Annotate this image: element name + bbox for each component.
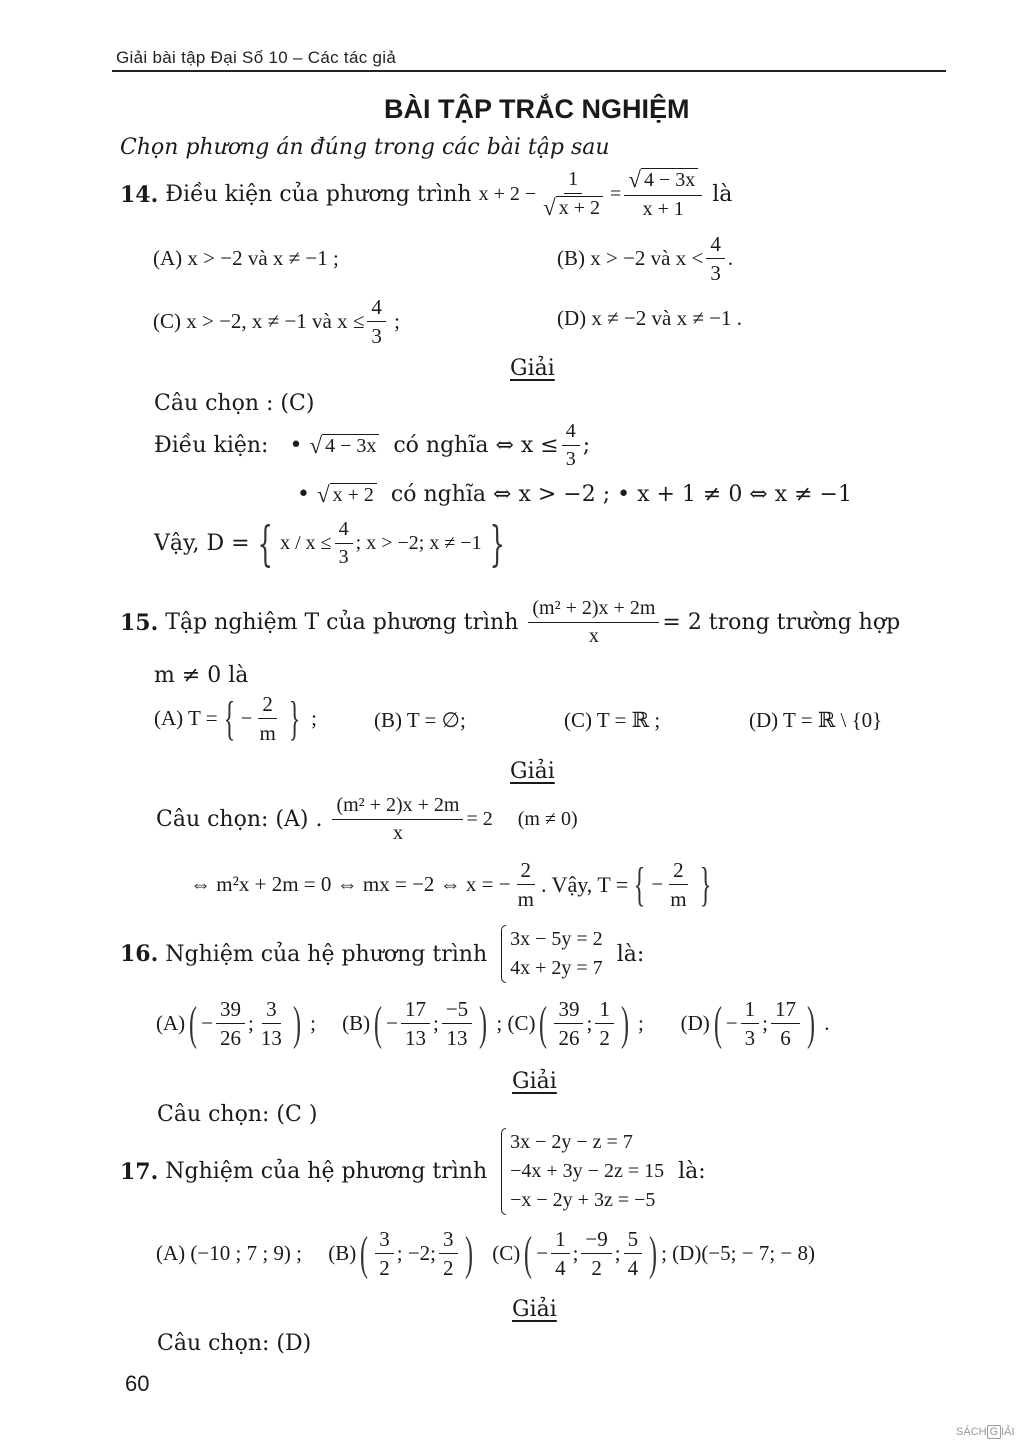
q15-ans-den: x (392, 822, 403, 844)
q16-opt-a-sign: − (201, 1011, 213, 1036)
q17-opt-b-d1: 2 (379, 1256, 390, 1281)
q15-option-c: (C) T = ℝ ; (564, 708, 661, 732)
q14-cond1-num: 4 (562, 420, 580, 446)
q16-options: (A) ( − $\frac{39}{26}$ ; $\frac{3}{13}$ ) ; (B) ( − $\frac{17}{13}$ ; $\frac{-5}{13}$ ) ; (C) ( $\frac{39}{26}$ ; $\frac{1}{2}$ ) ; (D) ( − $\frac{1}{3}$ ; $\frac{17}{6}$ ) . (156, 996, 830, 1051)
q14-cond1-text: có nghĩa ⇔ x ≤ (393, 433, 559, 458)
q17-opt-b-n1: 3 (375, 1227, 394, 1254)
q17-sys-line-3: −x − 2y + 3z = −5 (510, 1189, 656, 1211)
q15-answer (156, 794, 578, 845)
q16-opt-d-d1: 3 (744, 1026, 756, 1051)
header-rule (112, 70, 946, 72)
q14-option-b (557, 232, 733, 285)
q17-stem (120, 1128, 706, 1215)
q14-frac2-num: 4 − 3x (641, 168, 698, 192)
q14-eq-left: x + 2 − (478, 183, 537, 205)
q14-frac2-den: x + 1 (642, 198, 684, 220)
q14-cond-label: Điều kiện: (154, 433, 269, 458)
q16-sys-line-1: 3x − 5y = 2 (510, 928, 603, 950)
q17-opt-c-n3: 5 (624, 1227, 643, 1254)
q15-frac-num: (m² + 2)x + 2m (528, 597, 659, 623)
running-header: Giải bài tập Đại Số 10 – Các tác giả (116, 48, 397, 67)
q15-step-pre: ⇔ m²x + 2m = 0 ⇔ mx = −2 ⇔ x = − (190, 872, 511, 897)
q16-number: 16. (120, 941, 159, 967)
q17-stem-text: Nghiệm của hệ phương trình (165, 1159, 488, 1184)
q15-opt-a-post: ; (311, 706, 317, 731)
q17-opt-c-d1: 4 (555, 1256, 566, 1281)
q14-concl-num: 4 (335, 518, 353, 544)
q15-ans-post: = 2 (m ≠ 0) (466, 808, 578, 830)
q14-cond2-sqrt: x + 2 (330, 483, 377, 507)
watermark-logo (956, 1426, 1015, 1438)
q14-option-d: (D) x ≠ −2 và x ≠ −1 . (557, 306, 742, 330)
q16-opt-b-label: (B) (342, 1011, 371, 1036)
q14-cond1-bullet: • (289, 433, 303, 458)
q16-opt-d-sign: − (725, 1011, 738, 1036)
section-title: BÀI TẬP TRẮC NGHIỆM (384, 94, 690, 124)
q14-opt-c-num: 4 (367, 295, 386, 322)
q15-stem-text: Tập nghiệm T của phương trình (165, 610, 519, 635)
q15-answer-pre: Câu chọn: (A) . (156, 807, 323, 832)
q14-conclusion: Vậy, D = { x / x ≤ $\frac{4}{3}$ ; x > −2; x ≠ −1 } (154, 515, 505, 572)
q17-opt-c-sign: − (536, 1241, 549, 1266)
section-intro: Chọn phương án đúng trong các bài tập sau (120, 135, 610, 160)
q15-step-num2: 2 (669, 858, 688, 885)
q15-tail: = 2 trong trường hợp (662, 610, 901, 635)
q14-number: 14. (120, 181, 159, 208)
q17-sys-line-1: 3x − 2y − z = 7 (510, 1131, 633, 1153)
q17-options: (A) (−10 ; 7 ; 9) ; (B) ( $\frac{3}{2}$ ; −2; $\frac{3}{2}$ ) (C) ( − $\frac{1}{4}$ ; $\frac{-9}{2}$ ; $\frac{5}{4}$ ) ; (D)(−5; − 7; − 8) (156, 1226, 815, 1281)
q15-step-num: 2 (517, 858, 536, 885)
q14-cond2-bullet: • (297, 482, 310, 507)
q16-opt-d-n1: 1 (741, 997, 760, 1024)
q17-number: 17. (120, 1158, 159, 1185)
page-number: 60 (125, 1371, 150, 1396)
q14-stem (120, 168, 732, 221)
q15-stem (120, 597, 900, 648)
q14-cond1-post: ; (582, 433, 591, 458)
q14-tail: là (712, 182, 733, 207)
q15-opt-a-pre: (A) T = (154, 706, 218, 731)
q14-concl-right: ; x > −2; x ≠ −1 (355, 532, 482, 554)
q16-opt-b-sign: − (386, 1011, 398, 1036)
q15-frac-den: x (588, 625, 599, 647)
q17-opt-c-n2: −9 (581, 1227, 611, 1254)
q16-opt-c-n2: 1 (595, 997, 614, 1024)
q16-solution-heading: Giải (512, 1069, 557, 1094)
q15-step-inner: − (651, 872, 664, 897)
q15-ans-num: (m² + 2)x + 2m (332, 794, 463, 820)
q16-stem (120, 925, 644, 983)
q14-option-c (153, 295, 400, 348)
q17-opt-c-d3: 4 (627, 1256, 639, 1281)
q15-line2: m ≠ 0 là (154, 663, 249, 688)
q14-condition-2: • √ x + 2 có nghĩa ⇔ x > −2 ; • x + 1 ≠ 0 ⇔ x ≠ −1 (297, 481, 852, 507)
q17-solution-heading: Giải (512, 1297, 557, 1322)
q14-opt-c-den: 3 (371, 324, 382, 349)
q14-equals: = (610, 183, 622, 205)
q15-step-den2: m (670, 887, 687, 912)
q14-answer: Câu chọn : (C) (154, 391, 315, 416)
q15-opt-a-den: m (259, 721, 276, 746)
q14-concl-pre: Vậy, D = (154, 531, 250, 556)
q14-frac1-num: 1 (564, 168, 582, 194)
q14-cond1-den: 3 (565, 448, 576, 470)
q14-opt-b-num: 4 (706, 232, 725, 259)
q16-opt-d-n2: 17 (771, 997, 800, 1024)
q16-opt-b-d1: 13 (404, 1026, 426, 1051)
q17-tail: là: (678, 1159, 706, 1184)
q14-cond1-sqrt: 4 − 3x (322, 434, 379, 458)
q15-opt-a-inner: − (240, 706, 253, 731)
q14-cond2-text: có nghĩa ⇔ x > −2 ; • x + 1 ≠ 0 ⇔ x ≠ −1 (390, 482, 852, 507)
q15-number: 15. (120, 609, 159, 636)
q16-answer: Câu chọn: (C ) (157, 1102, 318, 1127)
q17-opt-b-d2: 2 (443, 1256, 454, 1281)
q14-option-a: (A) x > −2 và x ≠ −1 ; (153, 246, 339, 270)
q16-tail: là: (616, 941, 645, 967)
q16-opt-a-d2: 13 (260, 1026, 282, 1051)
q16-opt-c-n1: 39 (554, 997, 583, 1024)
q15-step: ⇔ m²x + 2m = 0 ⇔ mx = −2 ⇔ x = − $\frac{2}{m}$ . Vậy, T = { − $\frac{2}{m}$ } (190, 857, 711, 912)
q14-solution-heading: Giải (510, 356, 555, 381)
q14-opt-c-pre: (C) x > −2, x ≠ −1 và x ≤ (153, 309, 365, 334)
watermark-right: IẢI (1001, 1426, 1015, 1438)
q15-option-b: (B) T = ∅; (374, 708, 466, 732)
q14-opt-c-post: ; (394, 309, 400, 334)
q16-opt-a-d1: 26 (219, 1026, 241, 1051)
q16-opt-c-d1: 26 (558, 1026, 580, 1051)
q16-opt-d-label: (D) (680, 1011, 710, 1036)
q14-condition-1: Điều kiện: • √ 4 − 3x có nghĩa ⇔ x ≤ $\frac{4}{3}$ ; (154, 420, 591, 470)
q16-opt-a-n1: 39 (216, 997, 245, 1024)
q14-opt-b-post: . (727, 246, 734, 271)
watermark-box: G (987, 1425, 1002, 1439)
q16-opt-d-d2: 6 (780, 1026, 791, 1051)
q15-step-mid: . Vậy, T = (540, 871, 629, 897)
q17-option-d: ; (D)(−5; − 7; − 8) (661, 1241, 815, 1266)
q14-stem-text: Điều kiện của phương trình (165, 182, 472, 207)
q17-answer: Câu chọn: (D) (157, 1331, 312, 1356)
q17-opt-c-d2: 2 (591, 1256, 602, 1281)
q14-opt-b-den: 3 (710, 261, 721, 286)
q17-opt-c-label: (C) (492, 1241, 521, 1266)
q16-opt-a-n2: 3 (262, 997, 281, 1024)
q16-opt-b-n1: 17 (401, 997, 430, 1024)
q16-opt-b-d2: 13 (446, 1026, 468, 1051)
q16-system (501, 925, 603, 983)
q16-stem-text: Nghiệm của hệ phương trình (165, 941, 488, 967)
q14-concl-den: 3 (338, 546, 349, 568)
q15-option-a: (A) T = { − $\frac{2}{m}$ } ; (154, 691, 317, 746)
q16-opt-c-label: ; (C) (496, 1011, 536, 1036)
q17-opt-b-n2: 3 (439, 1227, 458, 1254)
q16-opt-b-n2: −5 (442, 997, 472, 1024)
q15-step-den: m (517, 887, 534, 912)
q17-sys-line-2: −4x + 3y − 2z = 15 (510, 1160, 665, 1182)
q15-opt-a-num: 2 (258, 692, 277, 719)
q16-opt-c-d2: 2 (599, 1026, 610, 1051)
q17-option-a: (A) (−10 ; 7 ; 9) ; (156, 1241, 302, 1266)
q14-fraction-1: 1 √ x + 2 (539, 168, 607, 221)
watermark-left: SÁCH (956, 1426, 987, 1438)
q17-opt-b-label: (B) (328, 1241, 357, 1266)
q14-frac1-den: x + 2 (556, 196, 603, 220)
q17-system (501, 1128, 664, 1215)
q14-opt-b-pre: (B) x > −2 và x < (557, 246, 704, 271)
q16-sys-line-2: 4x + 2y = 7 (510, 957, 603, 979)
q16-opt-a-label: (A) (156, 1011, 186, 1036)
q15-solution-heading: Giải (510, 759, 555, 784)
q15-option-d: (D) T = ℝ \ {0} (749, 708, 883, 732)
q17-opt-c-n1: 1 (551, 1227, 570, 1254)
q14-fraction-2: √ 4 − 3x x + 1 (624, 168, 702, 221)
q14-concl-left: x / x ≤ (280, 532, 332, 554)
q17-opt-b-mid: ; −2; (396, 1241, 436, 1266)
